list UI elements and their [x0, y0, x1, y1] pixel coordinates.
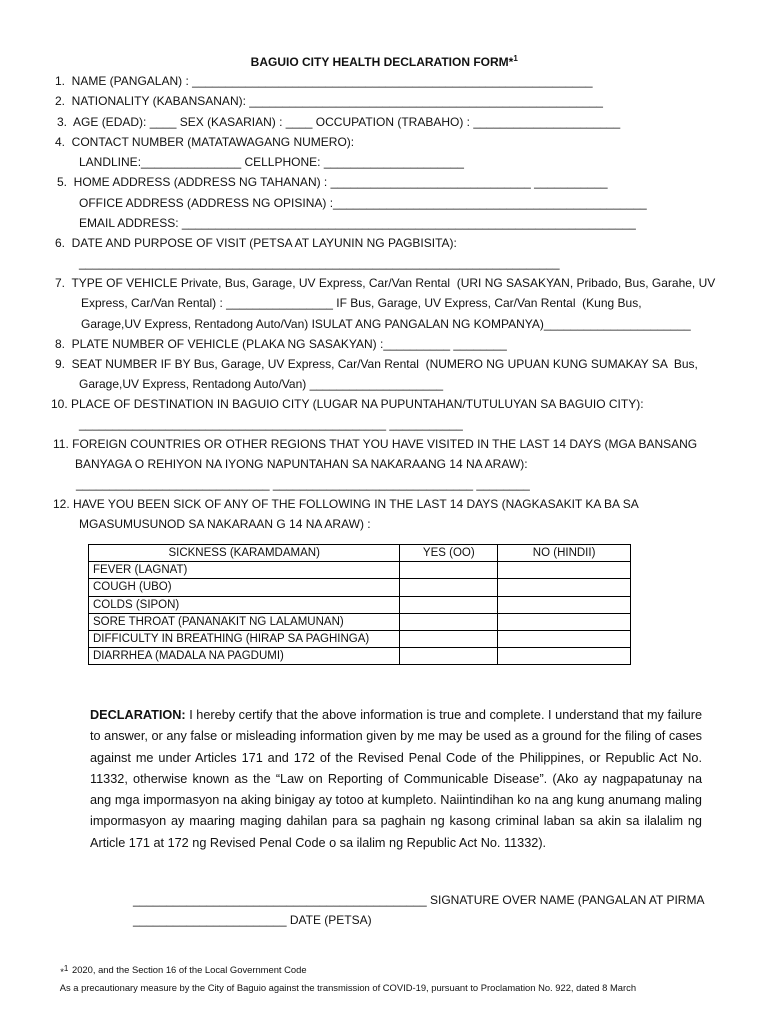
yes-cell[interactable] [400, 630, 498, 647]
form-line-2[interactable]: 2. NATIONALITY (KABANSANAN): _____________________________________________________ [55, 94, 603, 108]
sickness-name: SORE THROAT (PANANAKIT NG LALAMUNAN) [89, 613, 400, 630]
sickness-name: FEVER (LAGNAT) [89, 562, 400, 579]
form-line-1[interactable]: 1. NAME (PANGALAN) : ____________________________________________________________ [55, 74, 593, 88]
signature-line[interactable]: ____________________________________________ SIGNATURE OVER NAME (PANGALAN AT PIRMA [133, 893, 705, 907]
form-title-sup: 1 [513, 54, 518, 63]
form-line-14[interactable]: 8. PLATE NUMBER OF VEHICLE (PLAKA NG SASAKYAN) :__________ ________ [55, 337, 507, 351]
table-row [89, 613, 631, 630]
form-line-5[interactable]: LANDLINE:_______________ CELLPHONE: _____________________ [79, 155, 464, 169]
footnote-line-1: As a precautionary measure by the City of Baguio against the transmission of COVID-19, pursuant to Proclamation No. 922, dated 8 March [59, 982, 637, 994]
yes-cell[interactable] [400, 596, 498, 613]
table-row [89, 579, 631, 596]
form-line-19: 11. FOREIGN COUNTRIES OR OTHER REGIONS THAT YOU HAVE VISITED IN THE LAST 14 DAYS (MGA BANSANG [53, 437, 698, 451]
footnote-sup: 1 [63, 964, 69, 973]
form-line-22: 12. HAVE YOU BEEN SICK OF ANY OF THE FOLLOWING IN THE LAST 14 DAYS (NAGKASAKIT KA BA SA [53, 497, 639, 511]
form-line-9: 6. DATE AND PURPOSE OF VISIT (PETSA AT LAYUNIN NG PAGBISITA): [55, 236, 457, 250]
form-line-15: 9. SEAT NUMBER IF BY Bus, Garage, UV Express, Car/Van Rental (NUMERO NG UPUAN KUNG SUMAKAY SA Bus, [55, 357, 698, 371]
form-line-20: BANYAGA O REHIYON NA IYONG NAPUNTAHAN SA NAKARAANG 14 NA ARAW): [75, 457, 528, 471]
form-line-17: 10. PLACE OF DESTINATION IN BAGUIO CITY (LUGAR NA PUPUNTAHAN/TUTULUYAN SA BAGUIO CITY): [51, 397, 644, 411]
sickness-name: COUGH (UBO) [89, 579, 400, 596]
form-title [244, 40, 518, 69]
date-line[interactable]: _______________________ DATE (PETSA) [133, 913, 372, 927]
sickness-name: DIARRHEA (MADALA NA PAGDUMI) [89, 648, 400, 665]
form-line-23: MGASUMUSUNOD SA NAKARAAN G 14 NA ARAW) : [79, 517, 371, 531]
header-no: NO (HINDII) [498, 545, 631, 562]
form-line-12[interactable]: Express, Car/Van Rental) : ________________ IF Bus, Garage, UV Express, Car/Van Rental (Kung Bus, [81, 296, 642, 310]
form-line-13[interactable]: Garage,UV Express, Rentadong Auto/Van) ISULAT ANG PANGALAN NG KOMPANYA)______________________ [81, 317, 691, 331]
yes-cell[interactable] [400, 579, 498, 596]
form-line-16[interactable]: Garage,UV Express, Rentadong Auto/Van) ____________________ [79, 377, 444, 391]
form-line-3[interactable]: 3. AGE (EDAD): ____ SEX (KASARIAN) : ____ OCCUPATION (TRABAHO) : ______________________ [57, 115, 621, 129]
footnote-continued: 2020, and the Section 16 of the Local Government Code [72, 964, 307, 975]
yes-cell[interactable] [400, 648, 498, 665]
footnote-marker: * [60, 966, 64, 978]
form-line-6[interactable]: 5. HOME ADDRESS (ADDRESS NG TAHANAN) : ______________________________ ___________ [57, 175, 608, 189]
table-row [89, 562, 631, 579]
form-line-4: 4. CONTACT NUMBER (MATATAWAGANG NUMERO): [55, 135, 355, 149]
form-line-18[interactable]: ______________________________________________ ___________ [79, 417, 463, 431]
form-title-text: BAGUIO CITY HEALTH DECLARATION FORM* [250, 55, 514, 69]
sickness-name: DIFFICULTY IN BREATHING (HIRAP SA PAGHINGA) [89, 630, 400, 647]
sickness-name: COLDS (SIPON) [89, 596, 400, 613]
table-header-row [89, 545, 631, 562]
form-line-11: 7. TYPE OF VEHICLE Private, Bus, Garage, UV Express, Car/Van Rental (URI NG SASAKYAN, Pribado, Bus, Garahe, UV [55, 276, 716, 290]
sickness-table [88, 544, 631, 665]
yes-cell[interactable] [400, 613, 498, 630]
form-line-7[interactable]: OFFICE ADDRESS (ADDRESS NG OPISINA) :_______________________________________________ [79, 196, 647, 210]
table-row [89, 630, 631, 647]
no-cell[interactable] [498, 648, 631, 665]
no-cell[interactable] [498, 596, 631, 613]
header-yes: YES (OO) [400, 545, 498, 562]
table-row [89, 648, 631, 665]
header-sickness: SICKNESS (KARAMDAMAN) [89, 545, 400, 562]
form-line-10[interactable]: ________________________________________________________________________ [79, 256, 560, 270]
no-cell[interactable] [498, 630, 631, 647]
form-line-8[interactable]: EMAIL ADDRESS: ____________________________________________________________________ [79, 216, 636, 230]
declaration-label: DECLARATION: [90, 708, 186, 722]
no-cell[interactable] [498, 579, 631, 596]
yes-cell[interactable] [400, 562, 498, 579]
form-line-21[interactable]: _____________________________ ______________________________ ________ [76, 477, 530, 491]
no-cell[interactable] [498, 562, 631, 579]
no-cell[interactable] [498, 613, 631, 630]
declaration-text: I hereby certify that the above information is true and complete. I understand that my failure to answer, or any false or misleading information given by me may be used as a ground for the filing of cases against me under Articles 171 and 172 of the Revised Penal Code of the Philippines, or Republic Act No. 11332, otherwise known as the “Law on Reporting of Communicable Disease”. (Ako ay nagpapatunay na ang mga impormasyon na aking binigay ay totoo at kumpleto. Naiintindihan ko na ang kung anumang maling impormasyon ay maaring maging dahilan para sa paghain ng kasong criminal laban sa akin sa ilalalim ng Article 171 at 172 ng Revised Penal Code o sa ilalim ng Republic Act No. 11332). [90, 708, 702, 850]
table-row [89, 596, 631, 613]
declaration-paragraph [90, 705, 702, 854]
